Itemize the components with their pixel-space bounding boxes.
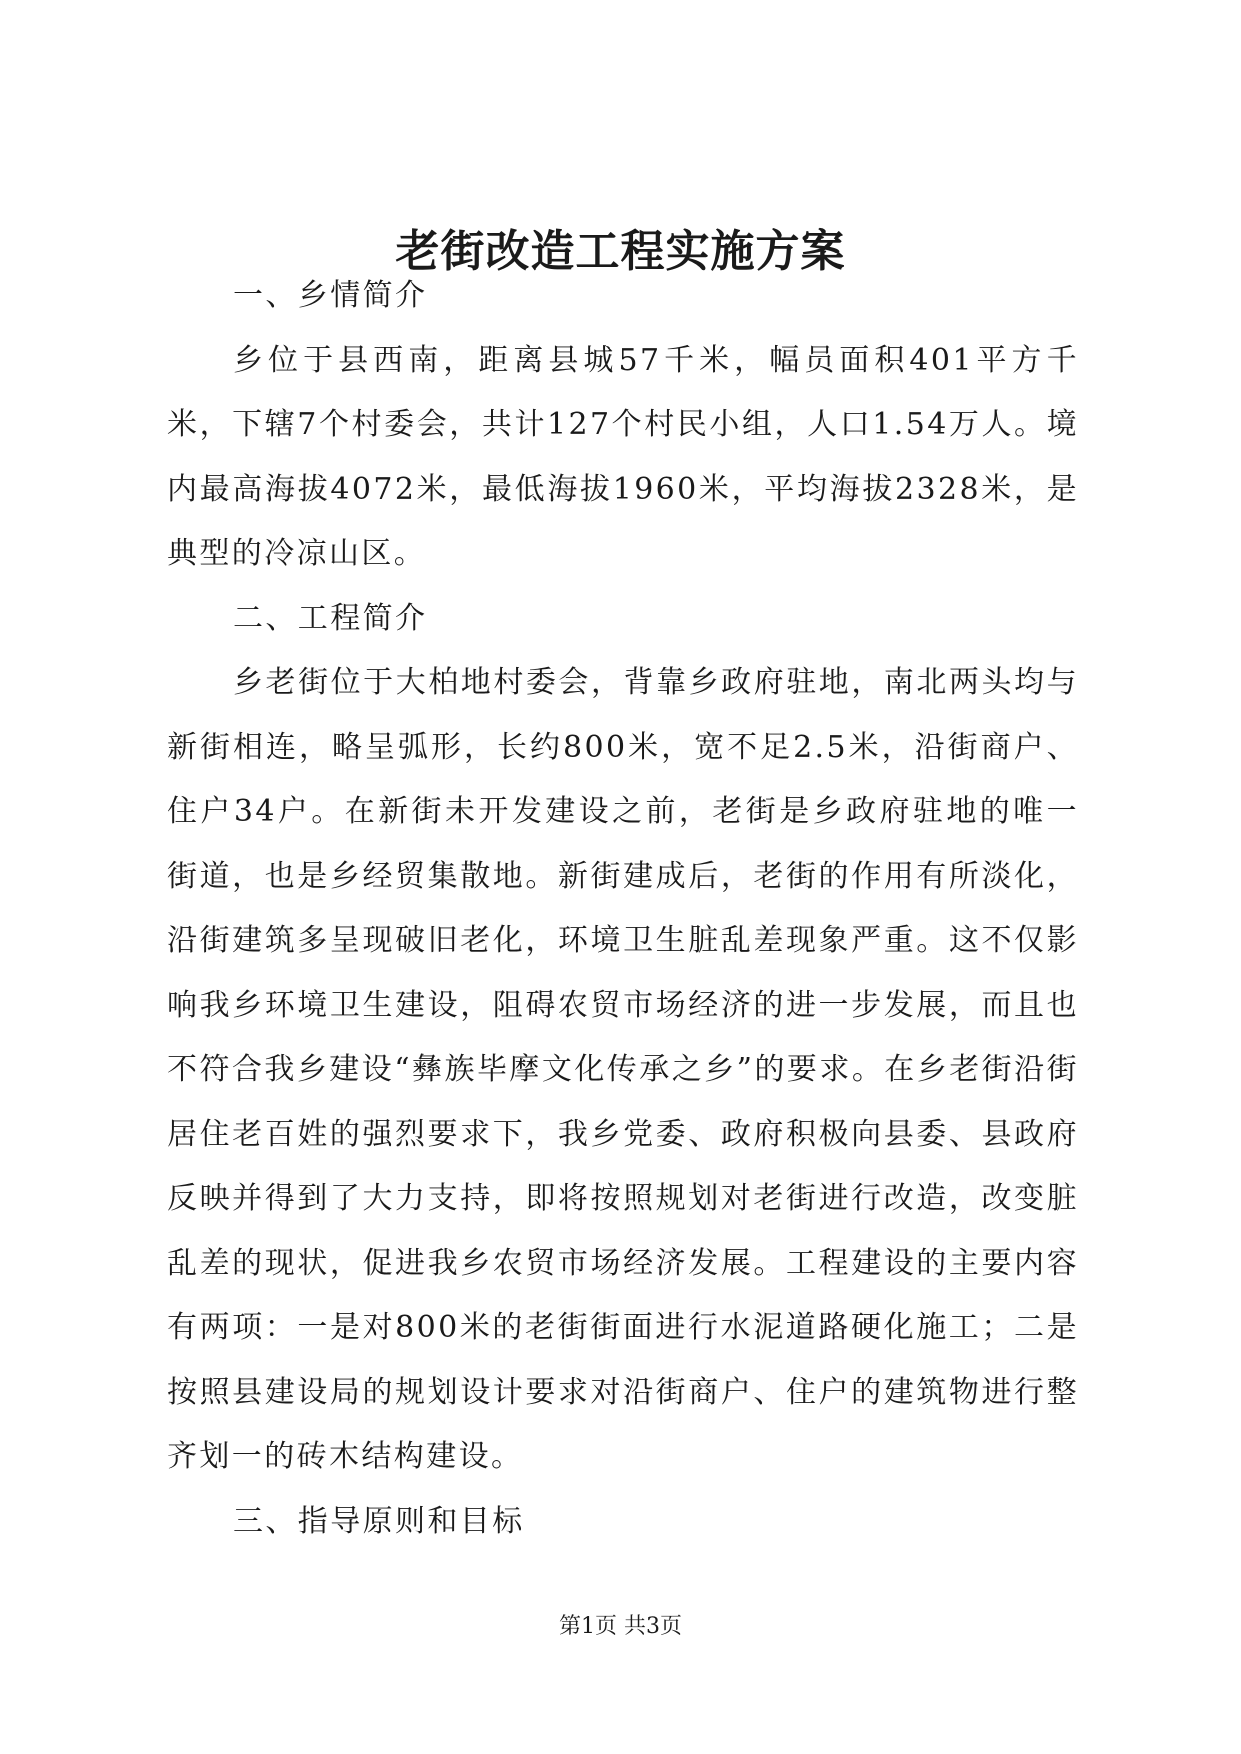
page-number: 第1页 共3页	[559, 1614, 682, 1639]
paragraph-overview: 乡位于县西南，距离县城57千米，幅员面积401平方千米，下辖7个村委会，共计127个村民小组，人口1.54万人。境内最高海拔4072米，最低海拔1960米，平均海拔2328米，是典型的冷凉山区。	[167, 342, 1079, 571]
document-title: 老街改造工程实施方案	[395, 226, 846, 277]
document-body	[167, 264, 1079, 1554]
section-heading-1: 一、乡情简介	[233, 278, 428, 313]
section-heading-2: 二、工程简介	[233, 600, 428, 636]
paragraph-project: 乡老街位于大柏地村委会，背靠乡政府驻地，南北两头均与新街相连，略呈弧形，长约800米，宽不足2.5米，沿街商户、住户34户。在新街未开发建设之前，老街是乡政府驻地的唯一街道，也是乡经贸集散地。新街建成后，老街的作用有所淡化，沿街建筑多呈现破旧老化，环境卫生脏乱差现象严重。这不仅影响我乡环境卫生建设，阻碍农贸市场经济的进一步发展，而且也不符合我乡建设“彝族毕摩文化传承之乡”的要求。在乡老街沿街居住老百姓的强烈要求下，我乡党委、政府积极向县委、县政府反映并得到了大力支持，即将按照规划对老街进行改造，改变脏乱差的现状，促进我乡农贸市场经济发展。工程建设的主要内容有两项：一是对800米的老街街面进行水泥道路硬化施工；二是按照县建设局的规划设计要求对沿街商户、住户的建筑物进行整齐划一的砖木结构建设。	[167, 665, 1079, 1474]
section-heading-3: 三、指导原则和目标	[233, 1503, 525, 1539]
